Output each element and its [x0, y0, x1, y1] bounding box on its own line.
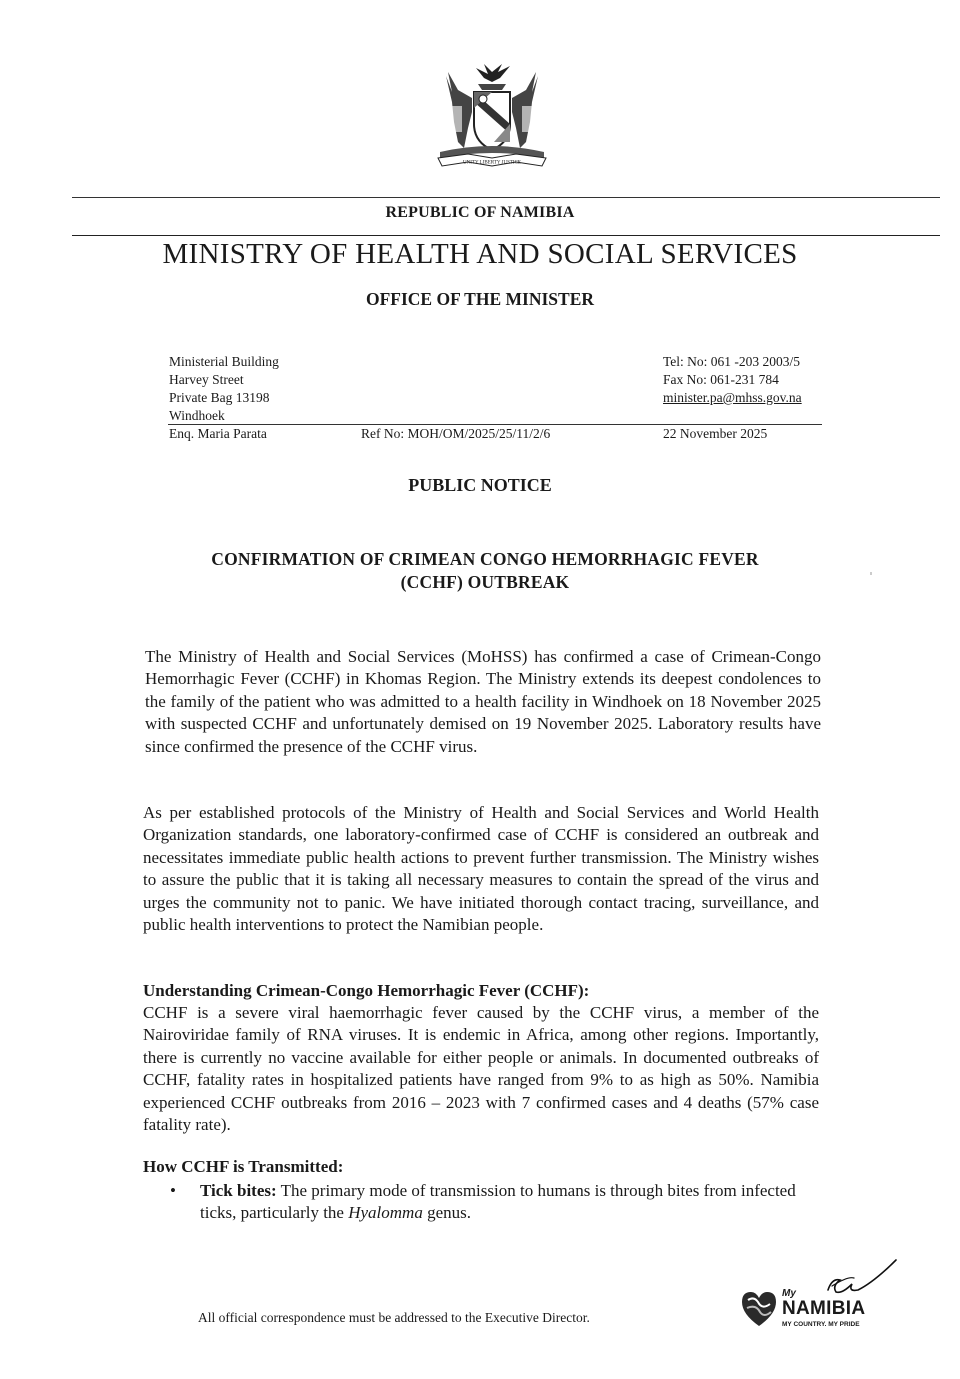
republic-label: REPUBLIC OF NAMIBIA — [385, 204, 575, 221]
crest-motto: UNITY LIBERTY JUSTICE — [463, 160, 521, 166]
fax: Fax No: 061-231 784 — [663, 372, 779, 387]
notice-date: 22 November 2025 — [663, 426, 768, 441]
bullet-text — [200, 1180, 830, 1225]
section-heading-understanding: Understanding Crimean-Congo Hemorrhagic Fever (CCHF): — [143, 981, 590, 1000]
footer-note: All official correspondence must be addressed to the Executive Director. — [198, 1310, 590, 1325]
ministry-name: MINISTRY OF HEALTH AND SOCIAL SERVICES — [162, 238, 798, 270]
bullet-body: The primary mode of transmission to humans is through bites from infected ticks, particularly the — [200, 1181, 796, 1223]
address-line: Windhoek — [169, 408, 225, 423]
reference-rule — [168, 424, 822, 425]
heart-emblem-icon — [738, 1288, 780, 1330]
address-block — [169, 353, 279, 425]
reference-number: Ref No: MOH/OM/2025/25/11/2/6 — [361, 426, 551, 441]
email-link[interactable]: minister.pa@mhss.gov.na — [663, 390, 802, 405]
header-rule-top — [72, 197, 940, 198]
enquiries-contact: Enq. Maria Parata — [169, 426, 267, 441]
public-notice-label: PUBLIC NOTICE — [408, 475, 552, 495]
address-line: Ministerial Building — [169, 354, 279, 369]
telephone: Tel: No: 061 -203 2003/5 — [663, 354, 801, 369]
logo-namibia-text: NAMIBIA — [782, 1298, 866, 1319]
scan-speck — [870, 572, 872, 575]
section-heading-transmission: How CCHF is Transmitted: — [143, 1157, 344, 1176]
coat-of-arms-icon — [428, 62, 556, 170]
logo-tagline: MY COUNTRY. MY PRIDE — [782, 1321, 860, 1328]
my-namibia-logo — [738, 1284, 878, 1338]
notice-title-line: (CCHF) OUTBREAK — [400, 572, 570, 592]
office-label: OFFICE OF THE MINISTER — [365, 289, 595, 309]
genus-name: Hyalomma — [348, 1203, 423, 1223]
logo-my-text: My — [782, 1288, 796, 1299]
notice-title-line: CONFIRMATION OF CRIMEAN CONGO HEMORRHAGIC FEVER — [211, 549, 759, 569]
paragraph-protocols: As per established protocols of the Ministry of Health and Social Services and World Health Organization standards, one laboratory-confirmed case of CCHF is considered an outbreak and necessitates immediate public health actions to prevent further transmission. The Ministry wishes to assure the public that it is taking all necessary measures to contain the spread of the virus and urges the community not to panic. We have initiated thorough contact tracing, surveillance, and public health interventions to protect the Namibian people. — [143, 803, 819, 935]
address-line: Harvey Street — [169, 372, 244, 387]
contact-block — [663, 353, 802, 407]
notice-title — [160, 548, 810, 594]
header-rule-bottom — [72, 235, 940, 236]
bullet-icon: • — [170, 1181, 176, 1200]
bullet-label: Tick bites: — [200, 1181, 277, 1200]
address-line: Private Bag 13198 — [169, 390, 270, 405]
bullet-body-end: genus. — [422, 1203, 472, 1223]
paragraph-cchf-overview: CCHF is a severe viral haemorrhagic fever caused by the CCHF virus, a member of the Nairoviridae family of RNA viruses. It is endemic in Africa, among other regions. Importantly, there is currently no vaccine available for either people or animals. In documented outbreaks of CCHF, fatality rates in hospitalized patients have ranged from 9% to as high as 50%. Namibia experienced CCHF outbreaks from 2016 – 2023 with 7 confirmed cases and 4 deaths (57% case fatality rate). — [143, 1003, 819, 1135]
paragraph-confirmation: The Ministry of Health and Social Services (MoHSS) has confirmed a case of Crimean-Congo Hemorrhagic Fever (CCHF) in Khomas Region. The Ministry extends its deepest condolences to the family of the patient who was admitted to a health facility in Windhoek on 18 November 2025 with suspected CCHF and unfortunately demised on 19 November 2025. Laboratory results have since confirmed the presence of the CCHF virus. — [145, 647, 821, 756]
